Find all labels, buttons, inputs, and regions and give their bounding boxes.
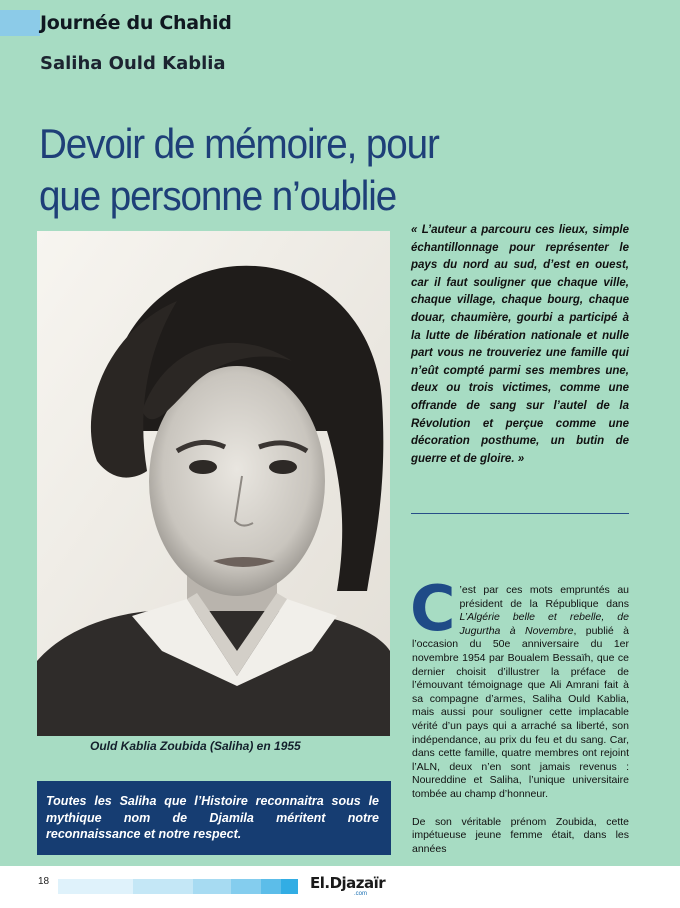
- page-number: 18: [38, 876, 50, 887]
- author-name: Saliha Ould Kablia: [40, 53, 226, 74]
- callout-box: [37, 781, 391, 855]
- rubric-title: Journée du Chahid: [40, 12, 232, 34]
- callout-text: Toutes les Saliha que l’Histoire reconnaitra sous le mythique nom de Djamila méritent notre reconnaissance et notre respect.: [46, 794, 379, 841]
- portrait-photo: [37, 231, 390, 736]
- publication-logo: El.Djazaïr: [310, 874, 386, 892]
- article-body: [410, 572, 629, 856]
- footer-stripe: [133, 879, 193, 894]
- headline: Devoir de mémoire, pour que personne n’oublie: [39, 120, 439, 220]
- rubric-tab: [0, 10, 40, 36]
- footer-stripe: [193, 879, 231, 894]
- footer-stripe: [261, 879, 281, 894]
- footer-stripe: [281, 879, 298, 894]
- publication-logo-domain: .com: [354, 891, 368, 897]
- footer-stripe: [58, 879, 133, 894]
- dropcap: C: [410, 572, 456, 645]
- paragraph-1: [410, 572, 629, 802]
- footer-stripe: [231, 879, 261, 894]
- paragraph-1-text-a: ’est par ces mots empruntés au président de la République dans: [459, 584, 629, 610]
- divider-line: [411, 513, 629, 514]
- portrait-illustration: [37, 231, 390, 736]
- photo-caption: Ould Kablia Zoubida (Saliha) en 1955: [90, 739, 301, 753]
- book-title: L’Algérie belle et rebelle, de Jugurtha à Novembre: [459, 611, 629, 637]
- paragraph-2: De son véritable prénom Zoubida, cette impétueuse jeune femme était, dans les années: [412, 815, 629, 855]
- paragraph-1-text-b: , publié à l’occasion du 50e anniversaire du 1er novembre 1954 par Boualem Bessaïh, que ce dernier choisit d’illustrer la préface de l’émouvant témoignage que Ali Amrani fait à sa compagne d’armes, Saliha Ould Kablia, mais aussi pour souligner cette implacable vérité d’un pays qui a arraché sa liberté, son indépendance, au prix du feu et du sang. Car, dans cette famille, quatre membres ont rejoint l’ALN, deux n’en sont jamais revenus : Noureddine et Saliha, l’unique universitaire tombée au champ d’honneur.: [412, 624, 629, 800]
- pull-quote: « L’auteur a parcouru ces lieux, simple échantillonnage pour représenter le pays du nord au sud, d’est en ouest, car il faut souligner que chaque ville, chaque village, chaque bourg, chaque douar, chaumière, gourbi a participé à la lutte de libération nationale et nulle part vous ne trouveriez une famille qui n’eût compté parmi ses membres une, deux ou trois victimes, comme une offrande de sang sur l’autel de la Révolution et perçue comme une décoration posthume, un butin de guerre et de gloire. »: [411, 224, 629, 465]
